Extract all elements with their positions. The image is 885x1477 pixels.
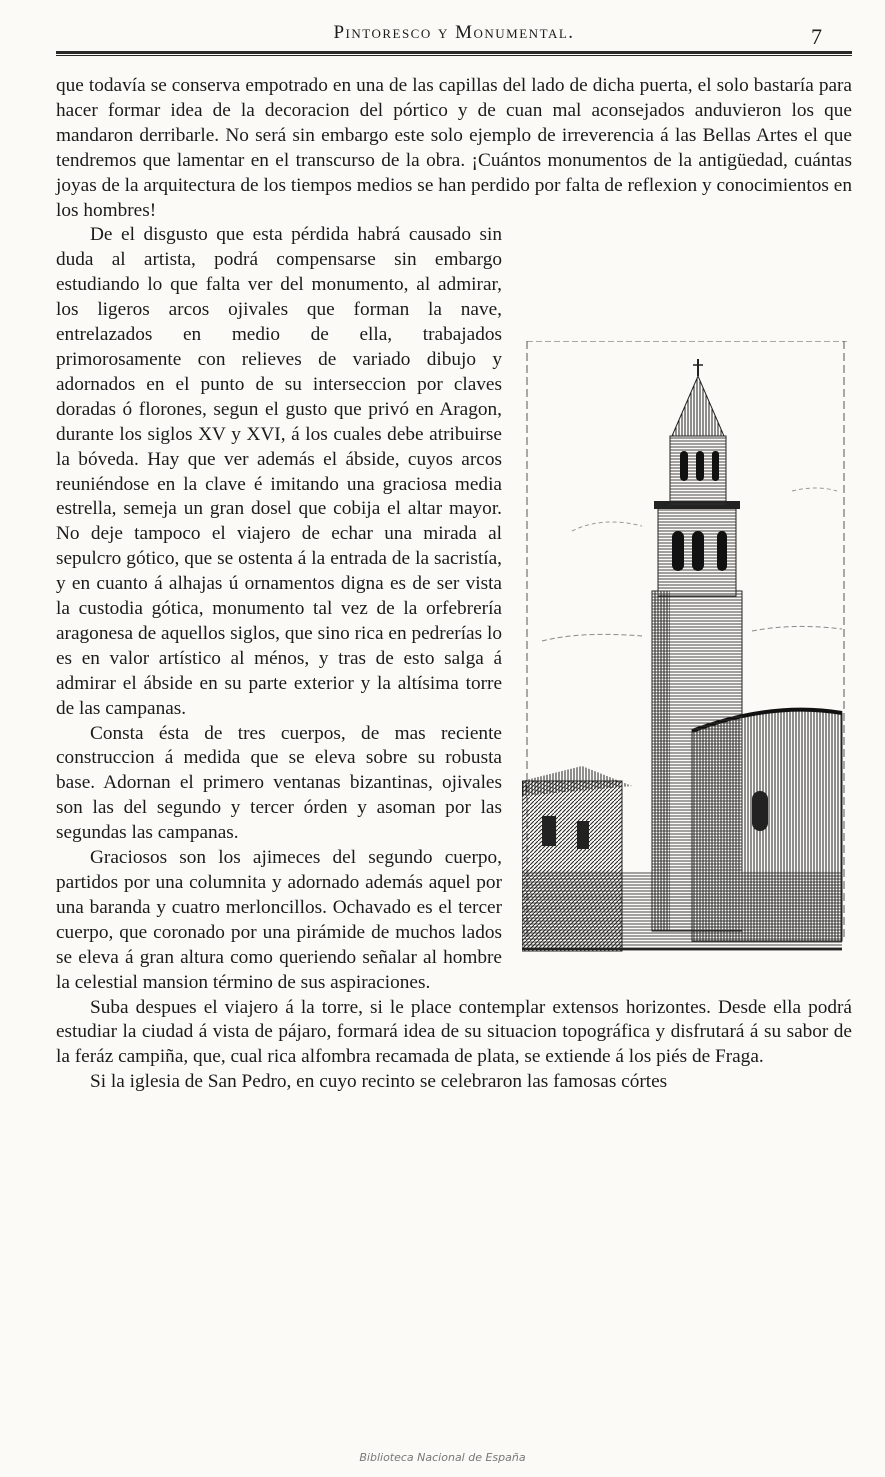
page-header [56, 22, 852, 52]
engraving-image [522, 341, 852, 961]
paragraph: que todavía se conserva empotrado en una de las capillas del lado de dicha puerta, el solo bastaría para hacer formar idea de la decoracion del pórtico y de cuan mal aconsejados anduvieron los que mandaron derribarle. No será sin embargo este solo ejemplo de irreverencia á las Bellas Artes el que tendremos que lamentar en el transcurso de la obra. ¡Cuántos monumentos de la antigüedad, cuántas joyas de la arquitectura de los tiempos medios se han perdido por falta de reflexion y conocimientos en los hombres! [56, 75, 852, 221]
library-credit: Biblioteca Nacional de España [359, 1451, 526, 1464]
paragraph: Suba despues el viajero á la torre, si le place contemplar extensos horizontes. Desde ella podrá estudiar la ciudad á vista de pájaro, formará idea de su situacion topográfica y disfrutará á su sabor de la feráz campiña, que, cual rica alfombra recamada de plata, se extiende á los piés de Fraga. [56, 996, 852, 1068]
page-number: 7 [811, 24, 822, 49]
bell-tower-engraving [522, 323, 852, 993]
paragraph: Graciosos son los ajimeces del segundo cuerpo, partidos por una columnita y adornado además aquel por una baranda y cuatro merloncillos. Ochavado es el tercer cuerpo, que coronado por una pirámide de muchos lados se eleva á gran altura como queriendo señalar al hombre la celestial mansion término de sus aspiraciones. [56, 847, 502, 993]
paragraph: Si la iglesia de San Pedro, en cuyo recinto se celebraron las famosas córtes [90, 1071, 668, 1093]
paragraph: Consta ésta de tres cuerpos, de mas reciente construccion á medida que se eleva sobre su robusta base. Adornan el primero ventanas bizantinas, ojivales son las del segundo y tercer órden y asoman por las segundas las campanas. [56, 722, 502, 844]
header-rule-thin [56, 55, 852, 56]
running-title: Pintoresco y Monumental. [333, 22, 575, 43]
paragraph: De el disgusto que esta pérdida habrá causado sin duda al artista, podrá compensarse sin embargo estudiando lo que falta ver del monumento, al admirar, los ligeros arcos ojivales que forman la nave, entrelazados en medio de ella, trabajados primorosamente con relieves de variado dibujo y adornados en el punto de su interseccion por claves doradas ó florones, segun el gusto que privó en Aragon, durante los siglos XV y XVI, á los cuales debe atribuirse la bóveda. Hay que ver además el ábside, cuyos arcos reuniéndose en la clave é imitando una graciosa media estrella, semeja un gran dosel que cobija el altar mayor. No deje tampoco el viajero de echar una mirada al sepulcro gótico, que se ostenta á la entrada de la sacristía, y en cuanto á alhajas ú ornamentos digna es de ser vista la custodia gótica, monumento tal vez de la orfebrería aragonesa de aquellos siglos, que sino rica en pedrerías lo es en valor artístico al ménos, y tras de esto salga á admirar el ábside en su parte exterior y la altísima torre de las campanas. [56, 223, 852, 721]
body-text [56, 74, 852, 1095]
header-rule [56, 51, 852, 54]
